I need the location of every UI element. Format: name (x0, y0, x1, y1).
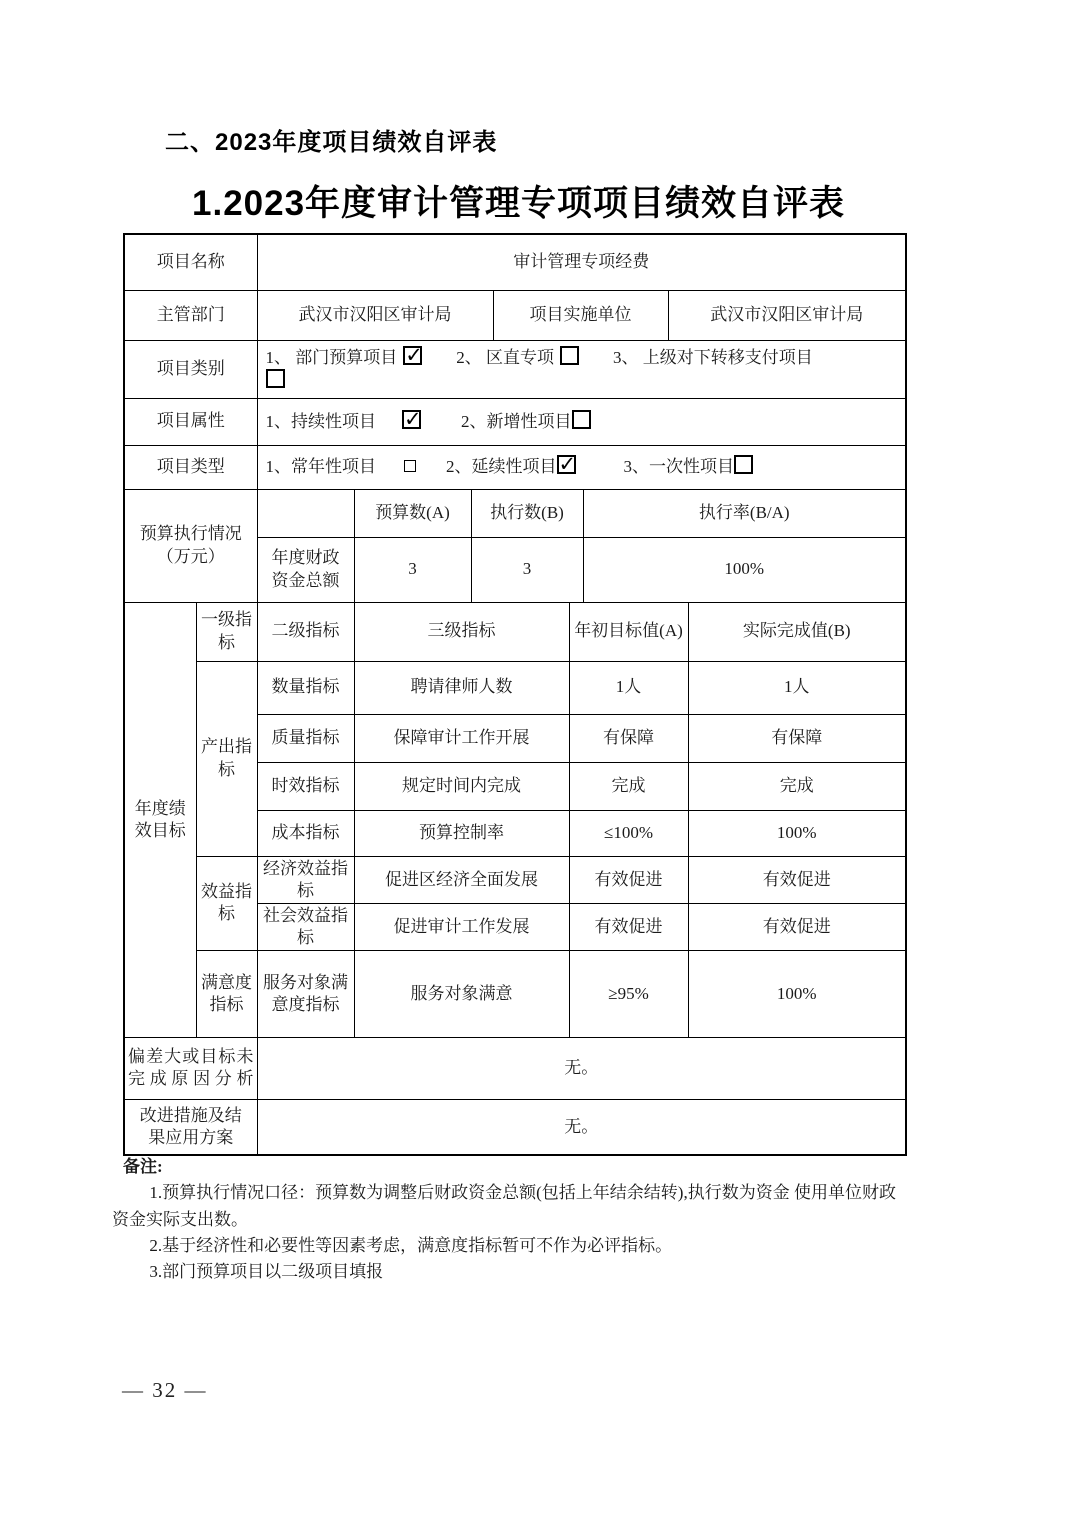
actual-cell: 有效促进 (688, 903, 906, 950)
table-row (124, 398, 906, 445)
page-number: — 32 — (122, 1378, 208, 1402)
lvl1-benefit: 效益指标 (196, 856, 257, 950)
category-option-3: 3、 上级对下转移支付项目 (613, 347, 813, 367)
budget-col-a-header: 预算数(A) (354, 489, 471, 537)
attribute-option-1: 1、持续性项目 (265, 411, 376, 431)
lvl3-cell: 服务对象满意 (354, 950, 569, 1037)
checkbox-checked-icon (402, 410, 421, 429)
lvl3-cell: 促进审计工作发展 (354, 903, 569, 950)
type-options (257, 445, 906, 489)
type-label: 项目类型 (124, 445, 257, 489)
impl-unit-label: 项目实施单位 (493, 290, 668, 340)
project-name-label: 项目名称 (124, 234, 257, 290)
dept-label: 主管部门 (124, 290, 257, 340)
perf-goal-label: 年度绩效目标 (124, 602, 196, 1037)
section-heading: 二、2023年度项目绩效自评表 (165, 129, 498, 156)
type-option-3: 3、一次性项目 (623, 457, 734, 477)
table-row (124, 1037, 906, 1099)
self-evaluation-table (123, 233, 907, 1156)
actual-cell: 1人 (688, 661, 906, 714)
lvl2-cell: 成本指标 (257, 810, 354, 856)
target-cell: 完成 (569, 762, 688, 810)
budget-col-rate-header: 执行率(B/A) (583, 489, 906, 537)
deviation-value: 无。 (257, 1037, 906, 1099)
table-row (124, 340, 906, 398)
actual-cell: 完成 (688, 762, 906, 810)
checkbox-unchecked-icon (404, 460, 416, 472)
lvl2-cell: 经济效益指标 (257, 856, 354, 903)
actual-header: 实际完成值(B) (688, 602, 906, 661)
table-row (124, 489, 906, 537)
page-title: 1.2023年度审计管理专项项目绩效自评表 (192, 184, 846, 223)
deviation-label: 偏差大或目标未完成原因分析 (124, 1037, 257, 1099)
table-row (124, 661, 906, 714)
lvl1-output: 产出指标 (196, 661, 257, 856)
project-name-value: 审计管理专项经费 (257, 234, 906, 290)
table-row (124, 445, 906, 489)
category-option-2: 2、 区直专项 (456, 347, 554, 367)
lvl3-cell: 预算控制率 (354, 810, 569, 856)
budget-value-rate: 100% (583, 537, 906, 602)
lvl2-cell: 时效指标 (257, 762, 354, 810)
notes-label: 备注: (123, 1157, 163, 1176)
note-item-1: 1.预算执行情况口径：预算数为调整后财政资金总额(包括上年结余结转),执行数为资金 使用单位财政资金实际支出数。 (112, 1183, 896, 1229)
lvl2-cell: 数量指标 (257, 661, 354, 714)
table-row (124, 602, 906, 661)
budget-col-b-header: 执行数(B) (471, 489, 583, 537)
target-cell: ≥95% (569, 950, 688, 1037)
lvl1-satisfaction: 满意度指标 (196, 950, 257, 1037)
improvement-label: 改进措施及结果应用方案 (124, 1099, 257, 1155)
lvl2-cell: 社会效益指标 (257, 903, 354, 950)
table-row (124, 234, 906, 290)
attribute-label: 项目属性 (124, 398, 257, 445)
table-row (124, 290, 906, 340)
actual-cell: 100% (688, 810, 906, 856)
category-option-1: 1、 部门预算项目 (265, 347, 398, 367)
category-label: 项目类别 (124, 340, 257, 398)
table-row (124, 950, 906, 1037)
target-cell: 有效促进 (569, 856, 688, 903)
table-row (124, 1099, 906, 1155)
budget-empty-cell (257, 489, 354, 537)
budget-section-label: 预算执行情况（万元） (124, 489, 257, 602)
target-cell: ≤100% (569, 810, 688, 856)
type-option-1: 1、常年性项目 (265, 457, 376, 477)
checkbox-checked-icon (403, 346, 422, 365)
checkbox-checked-icon (557, 455, 576, 474)
note-item-2: 2.基于经济性和必要性等因素考虑，满意度指标暂可不作为必评指标。 (149, 1236, 673, 1256)
lvl2-cell: 质量指标 (257, 714, 354, 762)
table-row (124, 856, 906, 903)
target-header: 年初目标值(A) (569, 602, 688, 661)
target-cell: 1人 (569, 661, 688, 714)
lvl3-header: 三级指标 (354, 602, 569, 661)
target-cell: 有保障 (569, 714, 688, 762)
budget-value-b: 3 (471, 537, 583, 602)
checkbox-unchecked-icon (560, 346, 579, 365)
lvl3-cell: 保障审计工作开展 (354, 714, 569, 762)
checkbox-unchecked-icon (266, 369, 285, 388)
notes-section (112, 1154, 910, 1286)
lvl1-header: 一级指标 (196, 602, 257, 661)
note-item-3: 3.部门预算项目以二级项目填报 (149, 1262, 384, 1282)
checkbox-unchecked-icon (572, 410, 591, 429)
target-cell: 有效促进 (569, 903, 688, 950)
impl-unit-value: 武汉市汉阳区审计局 (668, 290, 906, 340)
actual-cell: 有效促进 (688, 856, 906, 903)
actual-cell: 有保障 (688, 714, 906, 762)
checkbox-unchecked-icon (734, 455, 753, 474)
attribute-options (257, 398, 906, 445)
lvl2-cell: 服务对象满意度指标 (257, 950, 354, 1037)
actual-cell: 100% (688, 950, 906, 1037)
lvl3-cell: 规定时间内完成 (354, 762, 569, 810)
budget-row-label: 年度财政资金总额 (257, 537, 354, 602)
type-option-2: 2、延续性项目 (446, 457, 557, 477)
lvl3-cell: 促进区经济全面发展 (354, 856, 569, 903)
lvl2-header: 二级指标 (257, 602, 354, 661)
budget-value-a: 3 (354, 537, 471, 602)
improvement-value: 无。 (257, 1099, 906, 1155)
dept-value: 武汉市汉阳区审计局 (257, 290, 493, 340)
category-options (257, 340, 906, 398)
attribute-option-2: 2、新增性项目 (461, 411, 572, 431)
lvl3-cell: 聘请律师人数 (354, 661, 569, 714)
